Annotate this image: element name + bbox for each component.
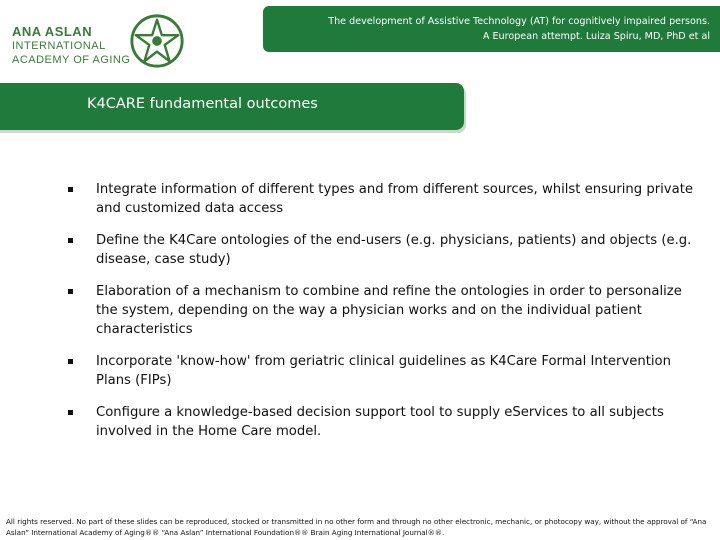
list-item-text: Integrate information of different types and from different sources, whilst ensuring private and customized data access (96, 182, 693, 216)
star-emblem-icon (128, 12, 186, 70)
list-item-text: Configure a knowledge-based decision support tool to supply eServices to all subjects involved in the Home Care model. (96, 405, 664, 439)
square-bullet-icon (68, 410, 73, 415)
list-item (68, 403, 698, 441)
header-line1: The development of Assistive Technology (AT) for cognitively impaired persons. (328, 16, 710, 27)
list-item-text: Incorporate 'know-how' from geriatric clinical guidelines as K4Care Formal Intervention Plans (FIPs) (96, 354, 671, 388)
slide-title: K4CARE fundamental outcomes (87, 96, 318, 112)
square-bullet-icon (68, 187, 73, 192)
square-bullet-icon (68, 359, 73, 364)
list-item-text: Elaboration of a mechanism to combine and refine the ontologies in order to personalize the system, depending on the way a physician works and on the individual patient characteristics (96, 284, 682, 337)
title-bar (0, 83, 464, 130)
square-bullet-icon (68, 289, 73, 294)
copyright-footer: All rights reserved. No part of these slides can be reproduced, stocked or transmitted in no other form and through no other electronic, mechanic, or photocopy way, without the approval of “Ana Aslan” International Academy of Aging®® “Ana Aslan” International Foundation®® Brain Aging International Journal®®. (6, 517, 707, 537)
square-bullet-icon (68, 238, 73, 243)
logo-text-line1: ANA ASLAN (12, 24, 93, 39)
academy-logo (8, 10, 168, 70)
header-banner (263, 6, 720, 52)
list-item (68, 231, 698, 269)
header-line2: A European attempt. Luiza Spiru, MD, PhD et al (482, 31, 710, 42)
list-item-text: Define the K4Care ontologies of the end-users (e.g. physicians, patients) and objects (e.g. disease, case study) (96, 233, 692, 267)
list-item (68, 282, 698, 339)
logo-text-line2: INTERNATIONAL (12, 40, 106, 52)
list-item (68, 352, 698, 390)
outcomes-list (68, 180, 698, 441)
header-text (328, 14, 710, 44)
logo-text-line3: ACADEMY OF AGING (12, 54, 131, 66)
list-item (68, 180, 698, 218)
